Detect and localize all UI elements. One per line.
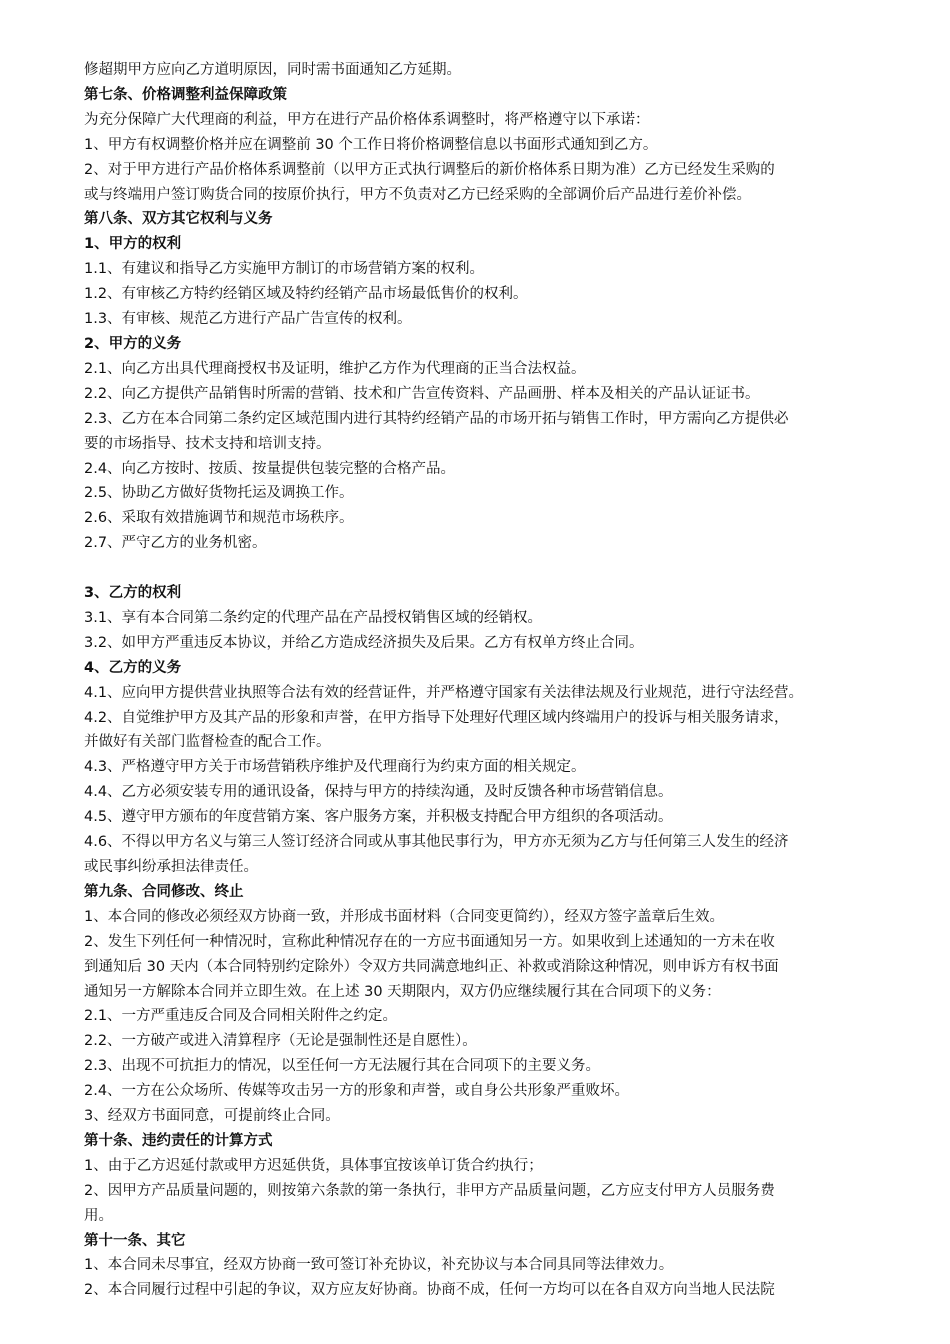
text-line: 要的市场指导、技术支持和培训支持。 <box>84 435 331 452</box>
party-b-rights-heading: 3、乙方的权利 <box>84 585 182 602</box>
party-a-rights-heading: 1、甲方的权利 <box>84 236 182 253</box>
text-line: 为充分保障广大代理商的利益，甲方在进行产品价格体系调整时，将严格遵守以下承诺： <box>84 111 650 128</box>
text-line: 2.3、乙方在本合同第二条约定区域范围内进行其特约经销产品的市场开拓与销售工作时，甲方需向乙方提供必 <box>84 410 789 427</box>
text-line: 4.3、严格遵守甲方关于市场营销秩序维护及代理商行为约束方面的相关规定。 <box>84 759 586 776</box>
text-line: 1、由于乙方迟延付款或甲方迟延供货，具体事宜按该单订货合约执行； <box>84 1157 543 1174</box>
text-line: 3.2、如甲方严重违反本协议，并给乙方造成经济损失及后果。乙方有权单方终止合同。 <box>84 634 644 651</box>
text-line: 4.4、乙方必须安装专用的通讯设备，保持与甲方的持续沟通，及时反馈各种市场营销信息。 <box>84 784 673 801</box>
text-line: 用。 <box>84 1207 113 1224</box>
text-line: 2.2、一方破产或进入清算程序（无论是强制性还是自愿性）。 <box>84 1033 477 1050</box>
article-8-heading: 第八条、双方其它权利与义务 <box>84 211 273 228</box>
text-line: 1.3、有审核、规范乙方进行产品广告宣传的权利。 <box>84 311 412 328</box>
article-11-heading: 第十一条、其它 <box>84 1232 186 1249</box>
text-line: 通知另一方解除本合同并立即生效。在上述 30 天期限内，双方仍应继续履行其在合同项下的义务： <box>84 983 721 1000</box>
text-line: 或与终端用户签订购货合同的按原价执行，甲方不负责对乙方已经采购的全部调价后产品进行差价补偿。 <box>84 186 751 203</box>
text-line: 或民事纠纷承担法律责任。 <box>84 858 258 875</box>
blank-line <box>84 556 910 581</box>
text-line: 3.1、享有本合同第二条约定的代理产品在产品授权销售区域的经销权。 <box>84 609 543 626</box>
text-line: 2、对于甲方进行产品价格体系调整前（以甲方正式执行调整后的新价格体系日期为准）乙方已经发生采购的 <box>84 161 775 178</box>
text-line: 4.5、遵守甲方颁布的年度营销方案、客户服务方案，并积极支持配合甲方组织的各项活动。 <box>84 809 673 826</box>
text-line: 2、发生下列任何一种情况时，宣称此种情况存在的一方应书面通知另一方。如果收到上述通知的一方未在收 <box>84 933 775 950</box>
text-line: 并做好有关部门监督检查的配合工作。 <box>84 734 331 751</box>
text-line: 2.1、一方严重违反合同及合同相关附件之约定。 <box>84 1008 398 1025</box>
text-line: 2.7、严守乙方的业务机密。 <box>84 535 267 552</box>
party-b-obligations-heading: 4、乙方的义务 <box>84 659 182 676</box>
article-7-heading: 第七条、价格调整利益保障政策 <box>84 86 287 103</box>
text-line: 2.4、向乙方按时、按质、按量提供包装完整的合格产品。 <box>84 460 456 477</box>
text-line: 1、甲方有权调整价格并应在调整前 30 个工作日将价格调整信息以书面形式通知到乙方。 <box>84 136 658 153</box>
text-line: 2.2、向乙方提供产品销售时所需的营销、技术和广告宣传资料、产品画册、样本及相关的产品认证证书。 <box>84 385 760 402</box>
text-line: 2、因甲方产品质量问题的，则按第六条款的第一条执行，非甲方产品质量问题，乙方应支付甲方人员服务费 <box>84 1182 775 1199</box>
text-line: 2.3、出现不可抗拒力的情况，以至任何一方无法履行其在合同项下的主要义务。 <box>84 1058 601 1075</box>
text-line: 2.4、一方在公众场所、传媒等攻击另一方的形象和声誉，或自身公共形象严重败坏。 <box>84 1083 630 1100</box>
text-line: 4.2、自觉维护甲方及其产品的形象和声誉，在甲方指导下处理好代理区域内终端用户的投诉与相关服务请求， <box>84 709 789 726</box>
text-line: 到通知后 30 天内（本合同特别约定除外）令双方共同满意地纠正、补救或消除这种情况，则申诉方有权书面 <box>84 958 779 975</box>
text-line: 4.6、不得以甲方名义与第三人签订经济合同或从事其他民事行为，甲方亦无须为乙方与任何第三人发生的经济 <box>84 834 789 851</box>
text-line: 2.6、采取有效措施调节和规范市场秩序。 <box>84 510 354 527</box>
text-line: 1、本合同未尽事宜，经双方协商一致可签订补充协议，补充协议与本合同具同等法律效力。 <box>84 1257 674 1274</box>
party-a-obligations-heading: 2、甲方的义务 <box>84 335 182 352</box>
text-line: 2.5、协助乙方做好货物托运及调换工作。 <box>84 485 354 502</box>
article-9-heading: 第九条、合同修改、终止 <box>84 883 244 900</box>
text-line: 1.2、有审核乙方特约经销区域及特约经销产品市场最低售价的权利。 <box>84 286 528 303</box>
text-line: 1、本合同的修改必须经双方协商一致，并形成书面材料（合同变更简约），经双方签字盖章后生效。 <box>84 908 724 925</box>
text-line: 修超期甲方应向乙方道明原因，同时需书面通知乙方延期。 <box>84 62 461 78</box>
text-line: 4.1、应向甲方提供营业执照等合法有效的经营证件，并严格遵守国家有关法律法规及行业规范，进行守法经营。 <box>84 684 804 701</box>
article-10-heading: 第十条、违约责任的计算方式 <box>84 1132 273 1149</box>
text-line: 2、本合同履行过程中引起的争议，双方应友好协商。协商不成，任何一方均可以在各自双方向当地人民法院 <box>84 1282 775 1299</box>
text-line: 2.1、向乙方出具代理商授权书及证明，维护乙方作为代理商的正当合法权益。 <box>84 360 586 377</box>
text-line: 1.1、有建议和指导乙方实施甲方制订的市场营销方案的权利。 <box>84 261 485 278</box>
text-line: 3、经双方书面同意，可提前终止合同。 <box>84 1108 340 1125</box>
